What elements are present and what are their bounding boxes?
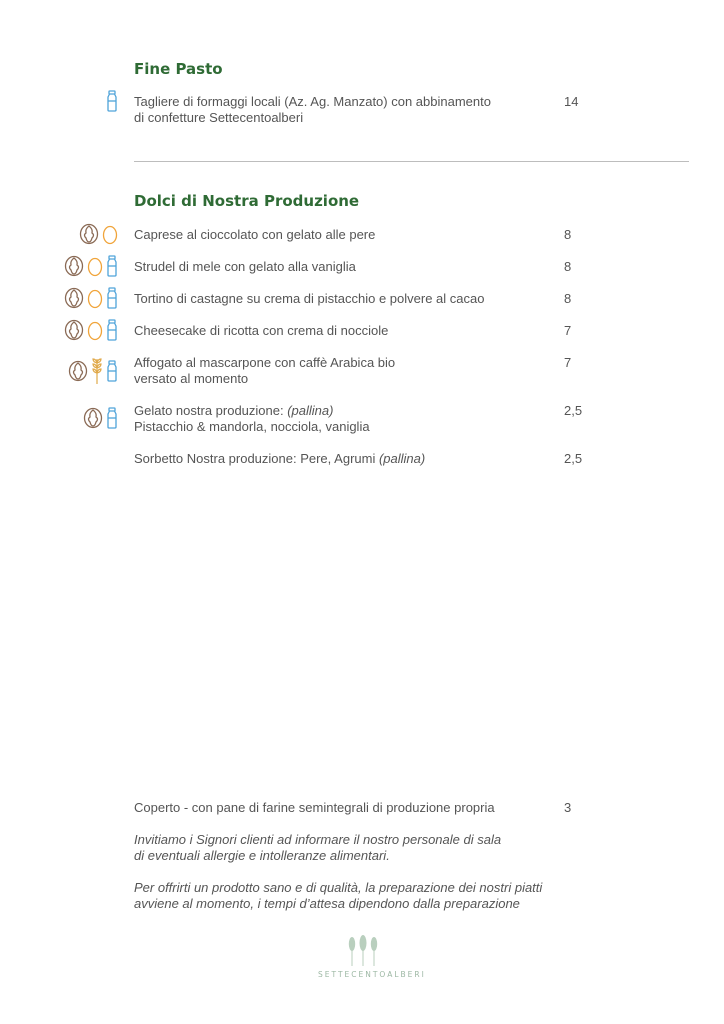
item-price: 2,5 <box>564 451 583 466</box>
nut-icon <box>79 223 99 245</box>
milk-icon <box>106 287 118 309</box>
egg-icon <box>87 255 103 277</box>
tree-logo-icon <box>318 934 408 968</box>
item-price: 7 <box>564 323 572 338</box>
allergy-note: Invitiamo i Signori clienti ad informare il nostro personale di sala di eventuali allergie e intolleranze alimentari. <box>134 832 502 863</box>
egg-icon <box>87 319 103 341</box>
allergen-icons <box>64 319 118 341</box>
section-title-fine-pasto: Fine Pasto <box>134 60 223 78</box>
wheat-icon <box>91 357 103 385</box>
milk-icon <box>106 255 118 277</box>
section-divider <box>134 161 689 162</box>
milk-icon <box>106 407 118 429</box>
nut-icon <box>64 287 84 309</box>
item-name: Caprese al cioccolato con gelato alle pere <box>134 227 376 242</box>
allergen-icons <box>79 223 118 245</box>
milk-icon <box>106 90 118 112</box>
item-name: Tagliere di formaggi locali (Az. Ag. Manzato) con abbinamento di confetture Settecentoalberi <box>134 94 491 125</box>
item-name: Cheesecake di ricotta con crema di nocciole <box>134 323 389 338</box>
settecentoalberi-logo <box>318 934 426 979</box>
item-name: Sorbetto Nostra produzione: Pere, Agrumi (pallina) <box>134 451 426 466</box>
nut-icon <box>83 407 103 429</box>
item-price: 7 <box>564 355 572 370</box>
logo-text: SETTECENTOALBERI <box>318 970 426 979</box>
egg-icon <box>87 287 103 309</box>
coperto-price: 3 <box>564 800 572 815</box>
nut-icon <box>68 360 88 382</box>
item-name: Affogato al mascarpone con caffè Arabica bio versato al momento <box>134 355 396 386</box>
item-name: Gelato nostra produzione: (pallina) Pistacchio & mandorla, nocciola, vaniglia <box>134 403 370 434</box>
item-price: 14 <box>564 94 579 109</box>
milk-icon <box>106 319 118 341</box>
milk-icon <box>106 360 118 382</box>
nut-icon <box>64 319 84 341</box>
allergen-icons <box>68 357 118 385</box>
item-name: Strudel di mele con gelato alla vaniglia <box>134 259 356 274</box>
allergen-icons <box>83 407 118 429</box>
item-price: 8 <box>564 227 572 242</box>
coperto-label: Coperto - con pane di farine semintegrali di produzione propria <box>134 800 495 815</box>
allergen-icons <box>64 255 118 277</box>
allergen-icons <box>106 90 118 112</box>
nut-icon <box>64 255 84 277</box>
preparation-note: Per offrirti un prodotto sano e di qualità, la preparazione dei nostri piatti avviene al momento, i tempi d’attesa dipendono dalla preparazione <box>134 880 543 911</box>
item-name: Tortino di castagne su crema di pistacchio e polvere al cacao <box>134 291 485 306</box>
egg-icon <box>102 223 118 245</box>
item-price: 2,5 <box>564 403 583 418</box>
allergen-icons <box>64 287 118 309</box>
item-price: 8 <box>564 259 572 274</box>
item-price: 8 <box>564 291 572 306</box>
section-title-dolci: Dolci di Nostra Produzione <box>134 192 360 210</box>
